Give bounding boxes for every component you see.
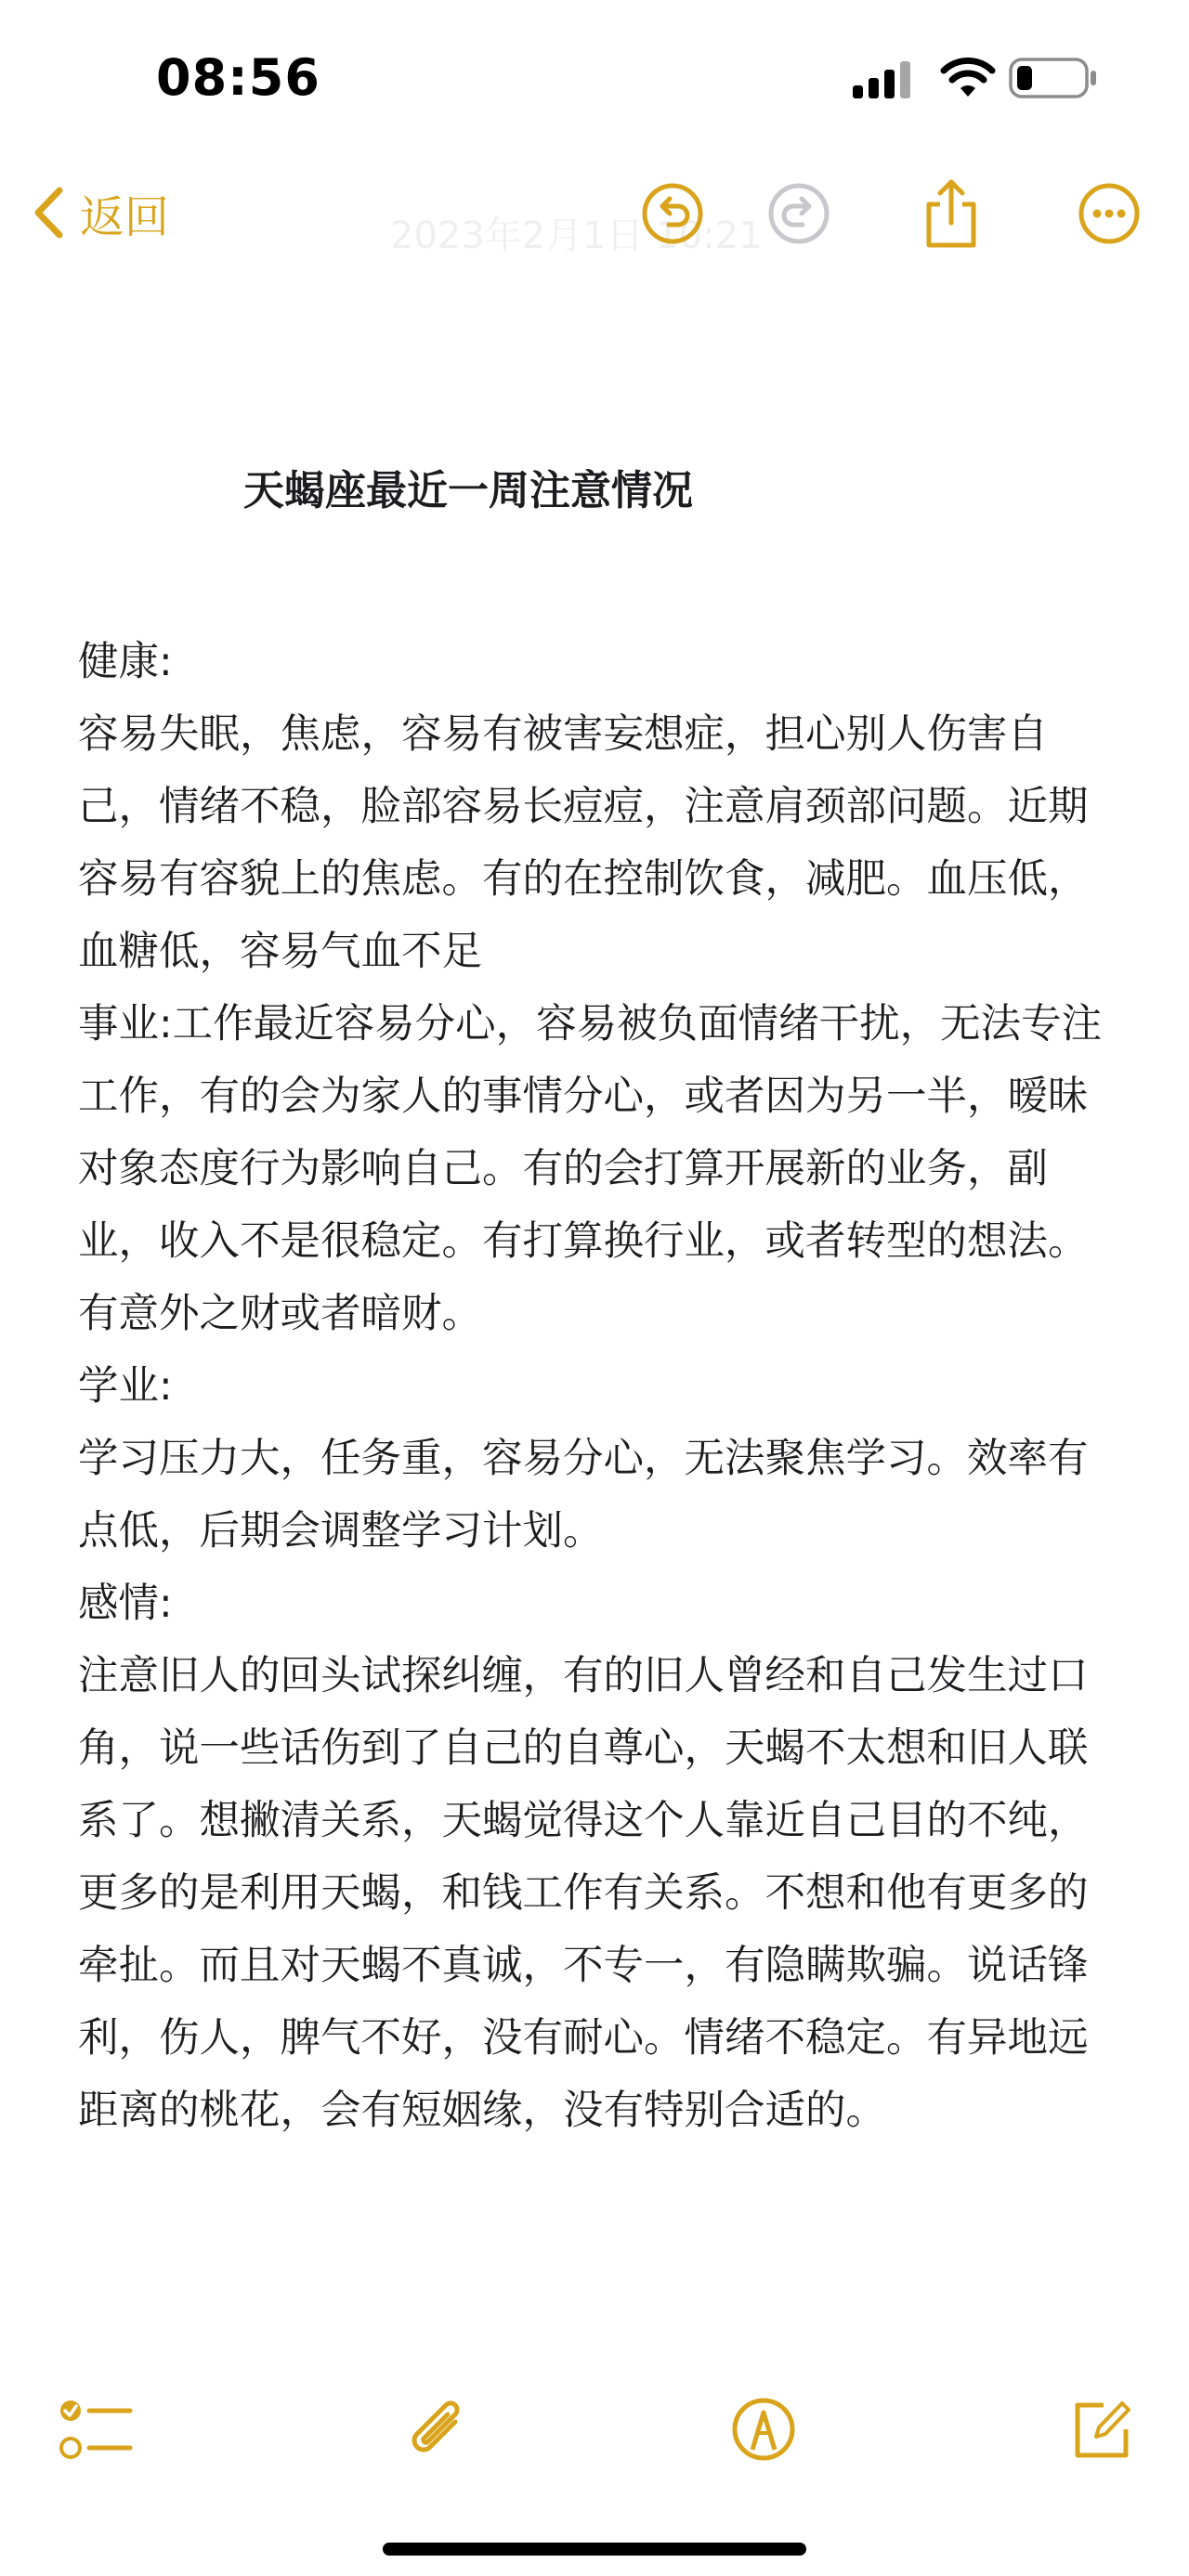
redo-icon[interactable] [767, 182, 830, 245]
back-label: 返回 [80, 190, 170, 243]
note-body: 健康: 容易失眠，焦虑，容易有被害妄想症，担心别人伤害自己，情绪不稳，脸部容易长痘痘，注意肩颈部问题。近期容易有容貌上的焦虑。有的在控制饮食，减肥。血压低，血糖低，容易气血不足 事业:工作最近容易分心，容易被负面情绪干扰，无法专注工作，有的会为家人的事情分心，或者因为另一半，暧昧对象态度行为影响自己。有的会打算开展新的业务，副业，收入不是很稳定。有打算换行业，或者转型的想法。有意外之财或者暗财。 学业: 学习压力大，任务重，容易分心，无法聚焦学习。效率有点低，后期会调整学习计划。 感情: 注意旧人的回头试探纠缠，有的旧人曾经和自己发生过口角，说一些话伤到了自己的自尊心，天蝎不太想和旧人联系了。想撇清关系，天蝎觉得这个人靠近自己目的不纯，更多的是利用天蝎，和钱工作有关系。不想和他有更多的牵扯。而且对天蝎不真诚，不专一，有隐瞒欺骗。说话锋利，伤人，脾气不好，没有耐心。情绪不稳定。有异地远距离的桃花，会有短姻缘，没有特别合适的。 [78, 639, 1103, 2134]
wifi-icon [940, 56, 996, 98]
undo-icon[interactable] [641, 182, 704, 245]
checklist-icon[interactable] [58, 2396, 136, 2466]
paperclip-icon[interactable] [401, 2396, 472, 2466]
status-time: 08:56 [156, 48, 320, 107]
note-date-faded: 2023年2月1日 10:21 [390, 215, 763, 257]
nav-bar [0, 158, 1189, 269]
note-title: 天蝎座最近一周注意情况 [243, 467, 693, 514]
back-chevron-icon [33, 187, 63, 239]
share-icon[interactable] [921, 176, 981, 251]
more-icon[interactable] [1078, 182, 1141, 245]
home-indicator [383, 2543, 806, 2556]
compose-icon[interactable] [1068, 2396, 1135, 2463]
status-bar [0, 0, 1189, 158]
bottom-toolbar [0, 2396, 1189, 2517]
battery-icon [1009, 58, 1098, 98]
note-content[interactable] [78, 446, 1118, 2147]
markup-pen-icon[interactable] [730, 2396, 797, 2463]
signal-icon [853, 61, 912, 98]
back-button[interactable] [33, 180, 169, 245]
